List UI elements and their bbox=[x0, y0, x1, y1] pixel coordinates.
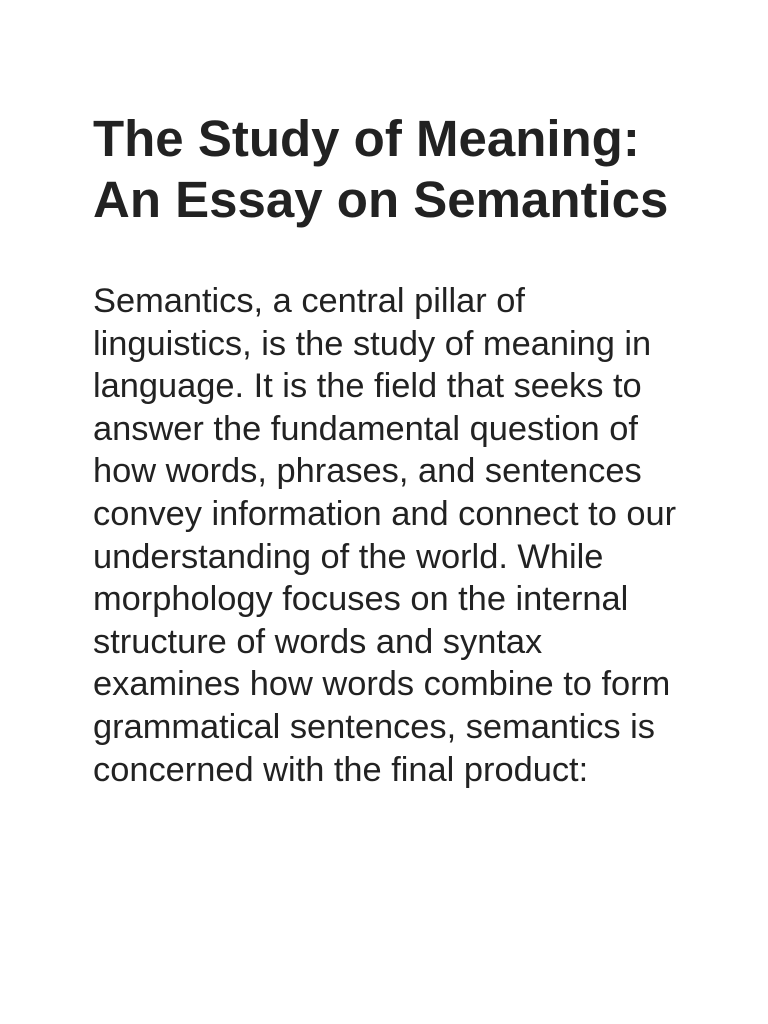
document-title: The Study of Meaning: An Essay on Semantics bbox=[93, 110, 669, 228]
body-paragraph: Semantics, a central pillar of linguistics, is the study of meaning in language. It is the field that seeks to answer the fundamental question of how words, phrases, and sentences convey information and connect to our understanding of the world. While morphology focuses on the internal structure of words and syntax examines how words combine to form grammatical sentences, semantics is concerned with the final product: bbox=[93, 282, 677, 789]
document-content bbox=[93, 108, 683, 791]
